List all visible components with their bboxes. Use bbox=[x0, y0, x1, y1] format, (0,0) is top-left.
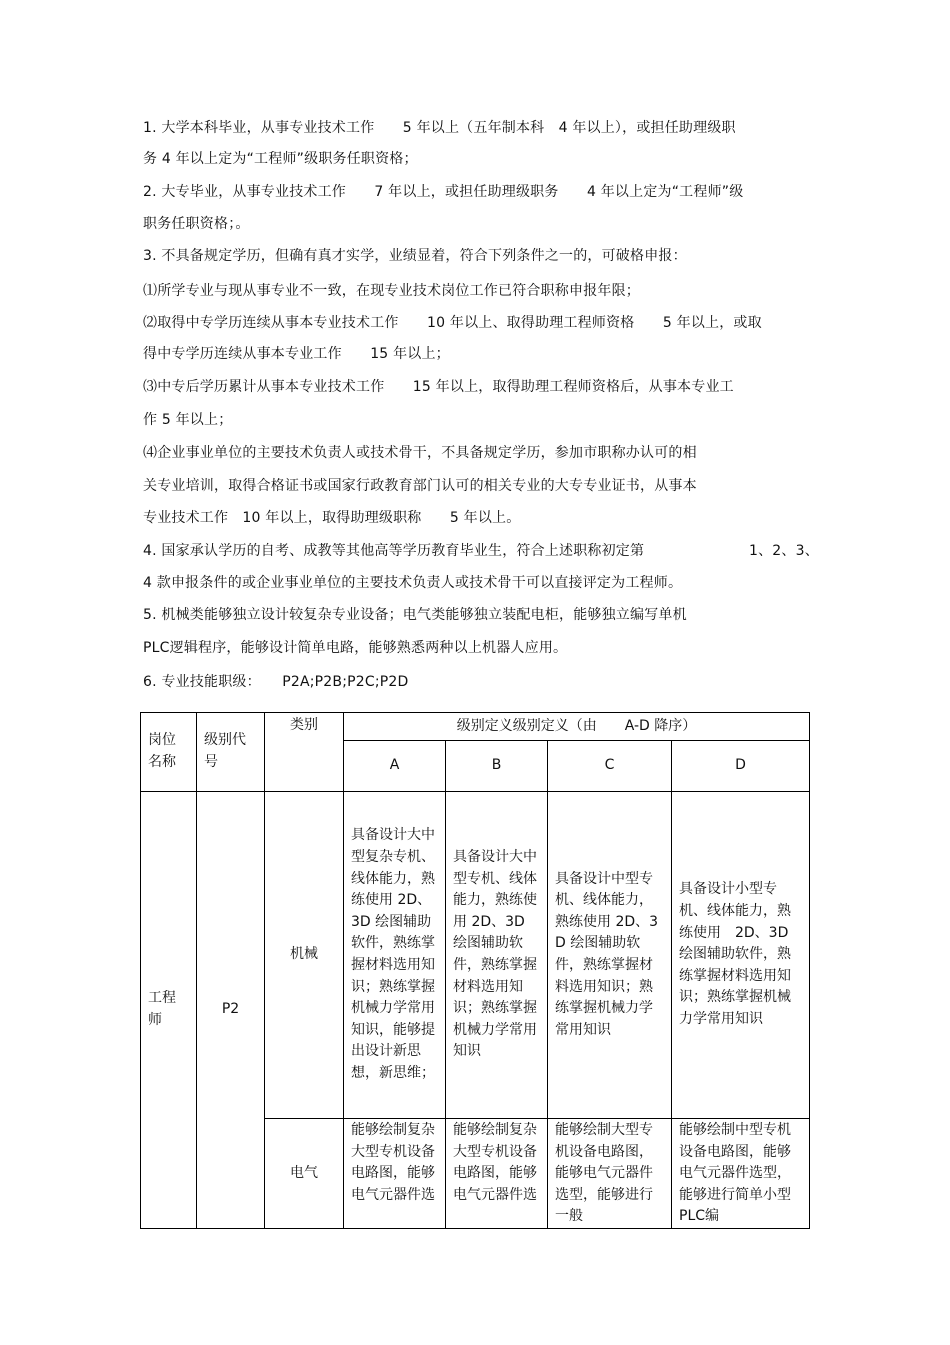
electrical-level-c: 能够绘制大型专机设备电路图，能够电气元器件选型，能够进行一般 bbox=[548, 1119, 672, 1229]
paragraph-line: ⑶中专后学历累计从事本专业技术工作 15 年以上，取得助理工程师资格后，从事本专业工 bbox=[143, 379, 734, 395]
paragraph-line: 务 4 年以上定为“工程师”级职务任职资格； bbox=[143, 151, 418, 167]
paragraph-line: 3. 不具备规定学历，但确有真才实学，业绩显着，符合下列条件之一的，可破格申报： bbox=[143, 248, 687, 264]
header-level-code: 级别代号 bbox=[197, 713, 265, 792]
header-level-d: D bbox=[672, 741, 810, 792]
level-definition-table bbox=[140, 712, 810, 1229]
paragraph-line: 1. 大学本科毕业，从事专业技术工作 5 年以上（五年制本科 4 年以上），或担任助理级职 bbox=[143, 120, 736, 136]
paragraph-line: 作 5 年以上； bbox=[143, 412, 233, 428]
paragraph-line: 4 款申报条件的或企业事业单位的主要技术负责人或技术骨干可以直接评定为工程师。 bbox=[143, 575, 683, 591]
paragraph-line: ⑴所学专业与现从事专业不一致，在现专业技术岗位工作已符合职称申报年限； bbox=[143, 283, 640, 299]
paragraph-line: 6. 专业技能职级： P2A;P2B;P2C;P2D bbox=[143, 674, 409, 690]
level-code-cell: P2 bbox=[197, 792, 265, 1229]
header-level-a: A bbox=[344, 741, 446, 792]
category-electrical: 电气 bbox=[265, 1119, 344, 1229]
mechanical-level-d: 具备设计小型专机、线体能力，熟练使用 2D、3D绘图辅助软件，熟练掌握材料选用知识；熟练掌握机械力学常用知识 bbox=[672, 792, 810, 1119]
electrical-level-d: 能够绘制中型专机设备电路图，能够电气元器件选型，能够进行简单小型 PLC编 bbox=[672, 1119, 810, 1229]
paragraph-line-tail: 1、2、3、 bbox=[749, 543, 819, 559]
paragraph-line: ⑷企业事业单位的主要技术负责人或技术骨干，不具备规定学历，参加市职称办认可的相 bbox=[143, 445, 697, 461]
paragraph-line: 5. 机械类能够独立设计较复杂专业设备；电气类能够独立装配电柜，能够独立编写单机 bbox=[143, 607, 687, 623]
paragraph-line: 2. 大专毕业，从事专业技术工作 7 年以上，或担任助理级职务 4 年以上定为“工程师”级 bbox=[143, 184, 744, 200]
paragraph-line: 关专业培训，取得合格证书或国家行政教育部门认可的相关专业的大专专业证书，从事本 bbox=[143, 478, 697, 494]
paragraph-line: 得中专学历连续从事本专业工作 15 年以上； bbox=[143, 346, 450, 362]
header-position: 岗位名称 bbox=[141, 713, 197, 792]
header-category: 类别 bbox=[265, 713, 344, 792]
header-level-c: C bbox=[548, 741, 672, 792]
paragraph-line: 专业技术工作 10 年以上，取得助理级职称 5 年以上。 bbox=[143, 510, 521, 526]
paragraph-line: 4. 国家承认学历的自考、成教等其他高等学历教育毕业生，符合上述职称初定第 bbox=[143, 543, 645, 559]
mechanical-level-b: 具备设计大中型专机、线体能力，熟练使用 2D、3D 绘图辅助软件，熟练掌握材料选用知识；熟练掌握机械力学常用知识 bbox=[446, 792, 548, 1119]
electrical-level-b: 能够绘制复杂大型专机设备电路图，能够电气元器件选 bbox=[446, 1119, 548, 1229]
electrical-level-a: 能够绘制复杂大型专机设备电路图，能够电气元器件选 bbox=[344, 1119, 446, 1229]
header-level-definition: 级别定义级别定义（由 A-D 降序） bbox=[344, 713, 810, 741]
paragraph-line: 职务任职资格；。 bbox=[143, 216, 250, 232]
header-level-b: B bbox=[446, 741, 548, 792]
mechanical-level-a: 具备设计大中型复杂专机、线体能力，熟练使用 2D、3D 绘图辅助软件，熟练掌握材料选用知识；熟练掌握机械力学常用知识，能够提出设计新思想，新思维； bbox=[344, 792, 446, 1119]
position-cell: 工程师 bbox=[141, 792, 197, 1229]
category-mechanical: 机械 bbox=[265, 792, 344, 1119]
paragraph-line: ⑵取得中专学历连续从事本专业技术工作 10 年以上、取得助理工程师资格 5 年以上，或取 bbox=[143, 315, 762, 331]
mechanical-level-c: 具备设计中型专机、线体能力，熟练使用 2D、3D 绘图辅助软件，熟练掌握材料选用知识；熟练掌握机械力学常用知识 bbox=[548, 792, 672, 1119]
paragraph-line: PLC逻辑程序，能够设计简单电路，能够熟悉两种以上机器人应用。 bbox=[143, 640, 568, 656]
